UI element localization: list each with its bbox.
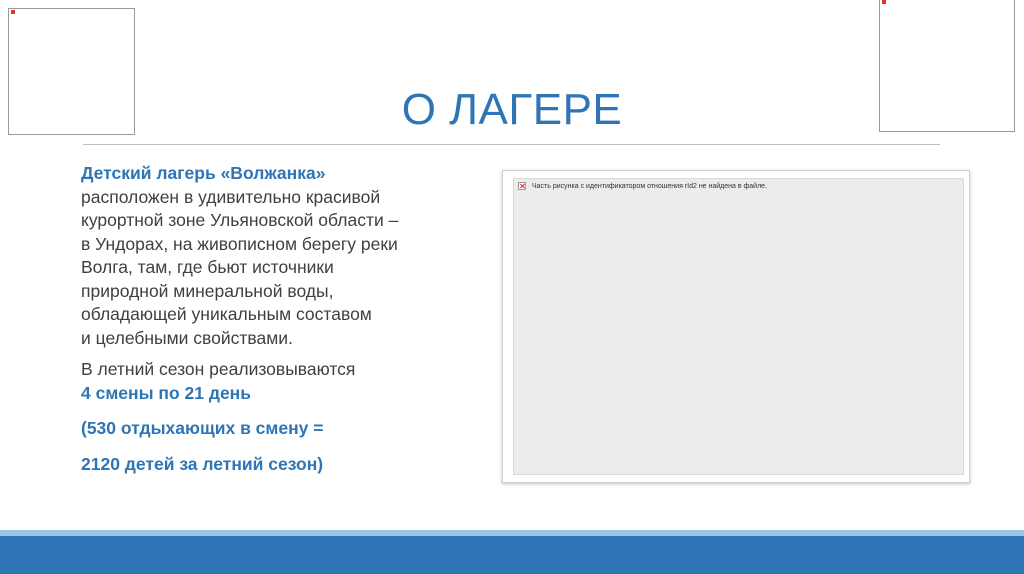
intro-line: в Ундорах, на живописном берегу реки <box>81 233 398 254</box>
intro-line: природной минеральной воды, <box>81 280 334 301</box>
missing-picture-area <box>513 178 964 475</box>
title-divider <box>83 144 940 145</box>
body-text <box>81 162 471 476</box>
broken-image-icon <box>11 10 130 14</box>
paragraph-season-total: 2120 детей за летний сезон) <box>81 453 324 474</box>
missing-picture-text: Часть рисунка с идентификатором отношения rId2 не найдена в файле. <box>532 182 768 190</box>
missing-picture-message <box>518 182 767 190</box>
paragraph-season <box>81 358 471 405</box>
footer-band <box>0 536 1024 574</box>
intro-line: расположен в удивительно красивой <box>81 186 381 207</box>
shifts-highlight: 4 смены по 21 день <box>81 382 252 403</box>
slide-title: О ЛАГЕРЕ <box>401 85 623 134</box>
paragraph-intro <box>81 162 471 350</box>
intro-line: и целебными свойствами. <box>81 327 293 348</box>
missing-picture-frame <box>502 170 970 483</box>
season-text: В летний сезон реализовываются <box>81 359 356 379</box>
broken-image-icon <box>882 0 1010 4</box>
intro-line: Волга, там, где бьют источники <box>81 257 334 277</box>
camp-name: Детский лагерь «Волжанка» <box>81 163 326 183</box>
broken-image-icon <box>518 182 526 190</box>
intro-line: обладающей уникальным составом <box>81 304 372 324</box>
paragraph-per-shift: (530 отдыхающих в смену = <box>81 418 324 438</box>
intro-line: курортной зоне Ульяновской области – <box>81 210 399 230</box>
